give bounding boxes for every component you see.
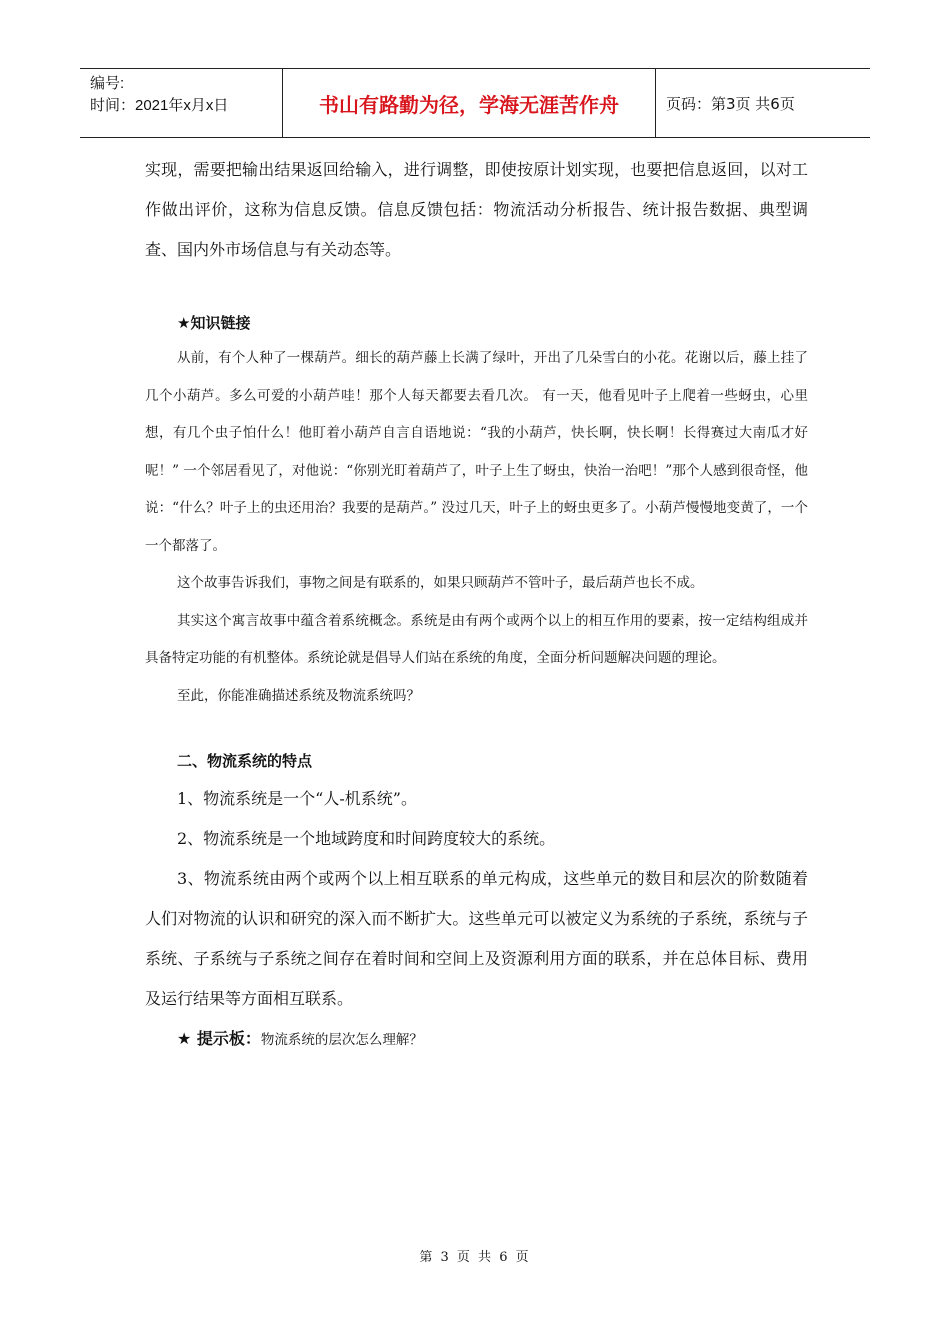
tip-board-label: ★ 提示板：: [177, 1029, 261, 1048]
system-concept-paragraph: 其实这个寓言故事中蕴含着系统概念。系统是由有两个或两个以上的相互作用的要素，按一定结构组成并具备特定功能的有机整体。系统论就是倡导人们站在系统的角度，全面分析问题解决问题的理论。: [145, 612, 808, 666]
tip-board: [145, 1019, 808, 1060]
moral-paragraph: 这个故事告诉我们，事物之间是有联系的，如果只顾葫芦不管叶子，最后葫芦也长不成。: [177, 575, 704, 591]
intro-paragraph: 实现，需要把输出结果返回给输入，进行调整，即使按原计划实现，也要把信息返回，以对工作做出评价，这称为信息反馈。信息反馈包括：物流活动分析报告、统计报告数据、典型调查、国内外市场信息与有关动态等。: [145, 160, 808, 259]
question-paragraph: 至此，你能准确描述系统及物流系统吗？: [177, 687, 420, 704]
header-motto: 书山有路勤为径，学海无涯苦作舟: [282, 69, 656, 137]
feature-point-2: 2、物流系统是一个地域跨度和时间跨度较大的系统。: [177, 829, 556, 848]
document-body: [145, 150, 808, 1060]
story-paragraph: 从前，有个人种了一棵葫芦。细长的葫芦藤上长满了绿叶，开出了几朵雪白的小花。花谢以后，藤上挂了几个小葫芦。多么可爱的小葫芦哇！那个人每天都要去看几次。 有一天，他看见叶子上爬着一些蚜虫，心里想，有几个虫子怕什么！他盯着小葫芦自言自语地说：“我的小葫芦，快长啊，快长啊！长得赛过大南瓜才好呢！” 一个邻居看见了，对他说：“你别光盯着葫芦了，叶子上生了蚜虫，快治一治吧！”那个人感到很奇怪，他说：“什么？叶子上的虫还用治？我要的是葫芦。” 没过几天，叶子上的蚜虫更多了。小葫芦慢慢地变黄了，一个一个都落了。: [145, 350, 808, 554]
knowledge-link-heading: ★知识链接: [177, 314, 251, 332]
page-header: [80, 68, 870, 138]
document-number: 编号:: [90, 75, 125, 92]
page-footer: 第 3 页 共 6 页: [419, 1250, 531, 1265]
header-meta: [80, 69, 282, 137]
document-time: 时间：2021年x月x日: [90, 97, 229, 114]
feature-point-3: 3、物流系统由两个或两个以上相互联系的单元构成，这些单元的数目和层次的阶数随着人们对物流的认识和研究的深入而不断扩大。这些单元可以被定义为系统的子系统，系统与子系统、子系统与子系统之间存在着时间和空间上及资源利用方面的联系，并在总体目标、费用及运行结果等方面相互联系。: [145, 869, 808, 1008]
header-page-info: 页码：第3页 共6页: [666, 94, 795, 113]
tip-board-text: 物流系统的层次怎么理解？: [260, 1032, 423, 1048]
feature-point-1: 1、物流系统是一个“人-机系统”。: [177, 789, 417, 808]
section-heading-logistics-features: 二、物流系统的特点: [177, 752, 313, 770]
